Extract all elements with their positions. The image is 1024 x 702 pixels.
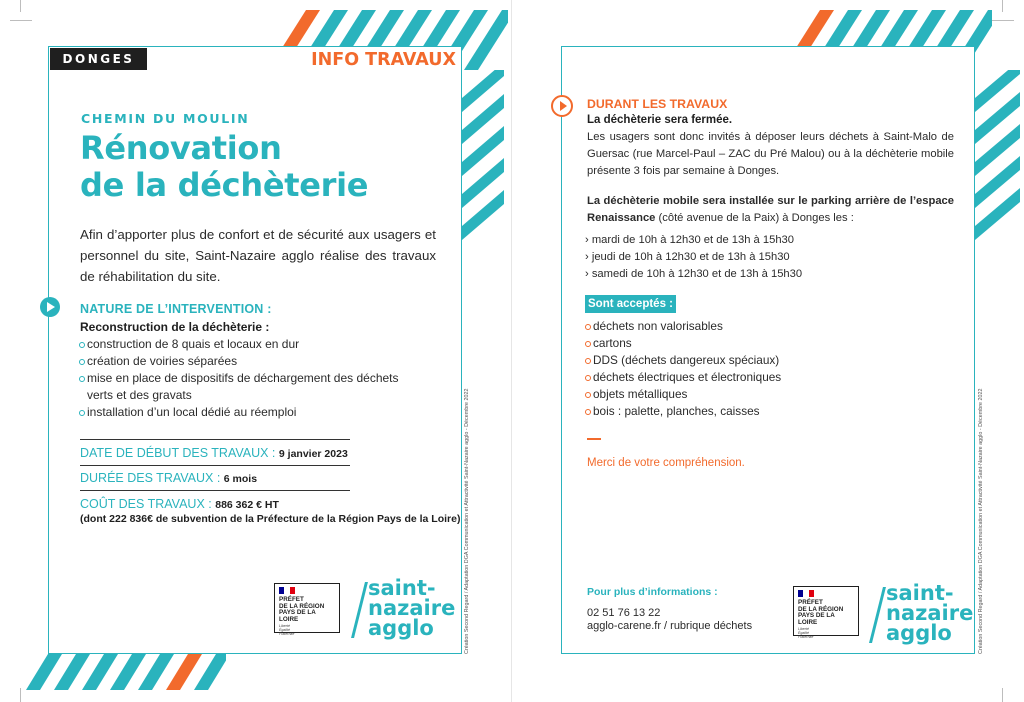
crop-mark [1002,0,1003,12]
list-item-text: DDS (déchets dangereux spéciaux) [593,353,780,367]
logo-words: saint- nazaire agglo [886,581,974,645]
prefet-logo [793,586,859,640]
list-item [585,318,885,335]
devise-text: Liberté Égalité Fraternité [798,627,814,640]
list-item-text: cartons [593,336,632,350]
schedule-item: › jeudi de 10h à 12h30 et de 13h à 15h30 [585,251,790,263]
city-tag: DONGES [50,48,147,70]
list-item-text: construction de 8 quais et locaux en dur [87,337,300,351]
street-subtitle: CHEMIN DU MOULIN [81,111,250,126]
bullet-icon [79,359,85,365]
schedule-list [585,232,802,283]
list-item-text: mise en place de dispositifs de déchargement des déchets verts et des gravats [87,371,399,402]
accepted-list [585,318,885,420]
crop-mark [10,20,32,21]
play-marker-icon [551,95,573,117]
schedule-item: › samedi de 10h à 12h30 et de 13h à 15h30 [585,268,803,280]
nature-heading: NATURE DE L’INTERVENTION : [80,302,272,316]
mobile-rest: (côté avenue de la Paix) à Donges les : [655,212,854,224]
list-item-text: déchets électriques et électroniques [593,370,782,384]
list-item [585,386,885,403]
bullet-icon [585,324,591,330]
list-item [79,353,409,370]
closed-notice: La déchèterie sera fermée. [587,114,733,126]
cost-label: COÛT DES TRAVAUX : [80,497,212,511]
bullet-icon [585,392,591,398]
prefet-text: PRÉFET DE LA RÉGION PAYS DE LA LOIRE [279,596,325,623]
list-item-text: objets métalliques [593,387,688,401]
thanks-text: Merci de votre compréhension. [587,457,745,469]
duration-value: 6 mois [223,473,258,485]
cost [80,497,279,511]
list-item [79,336,409,353]
list-item [585,335,885,352]
start-date-label: DATE DE DÉBUT DES TRAVAUX : [80,446,276,460]
during-works-heading: DURANT LES TRAVAUX [587,97,728,111]
bullet-icon [585,341,591,347]
intro-paragraph: Afin d’apporter plus de confort et de sécurité aux usagers et personnel du site, Saint-Nazaire agglo réalise des travaux de réhabilitation du site. [80,227,436,284]
stripes-side-decoration [462,70,504,260]
list-item [585,403,885,420]
schedule-item: › mardi de 10h à 12h30 et de 13h à 15h30 [585,234,794,246]
start-date [80,446,348,460]
crop-mark [1002,688,1003,702]
list-item [79,404,409,421]
mobile-bold: La déchèterie mobile sera installée sur le parking arrière de l’espace Renaissance [587,195,954,224]
duration-label: DURÉE DES TRAVAUX : [80,471,221,485]
list-item [79,370,409,404]
crop-mark [20,0,21,12]
saint-nazaire-agglo-logo [876,583,976,645]
list-item-text: déchets non valorisables [593,319,723,333]
list-item [585,352,885,369]
credit-text: Création Second Regard / Adaptation DGA Communication et Attractivité Saint-Nazaire agglo - Décembre 2022 [464,388,470,654]
crop-mark [992,20,1014,21]
crop-mark [20,688,21,702]
divider [587,438,601,440]
bullet-icon [585,375,591,381]
phone-number: 02 51 76 13 22 [587,607,661,619]
start-date-value: 9 janvier 2023 [278,448,348,460]
bullet-icon [79,342,85,348]
saint-nazaire-agglo-logo [358,578,458,640]
divider [80,465,350,466]
website-link[interactable]: agglo-carene.fr / rubrique déchets [587,620,753,632]
bullet-icon [79,376,85,382]
accepted-badge: Sont acceptés : [585,295,676,313]
devise-text: Liberté Égalité Fraternité [279,624,295,637]
stripes-bottom-decoration [26,654,226,690]
title-line: Rénovation [80,129,282,167]
redirect-paragraph: Les usagers sont donc invités à déposer leurs déchets à Saint-Malo de Guersac (rue Marcel-Paul – ZAC du Pré Malou) ou à la déchèterie mobile présente 3 fois par semaine à Donges. [587,131,954,177]
divider [80,490,350,491]
play-marker-icon [40,297,60,317]
list-item-text: bois : palette, planches, caisses [593,404,760,418]
divider [80,439,350,440]
page-title [80,130,368,204]
bullet-icon [79,410,85,416]
nature-subheading: Reconstruction de la déchèterie : [80,320,270,334]
more-info-heading: Pour plus d’informations : [587,586,718,598]
nature-list [79,336,409,421]
info-travaux-label: INFO TRAVAUX [298,50,458,70]
list-item [585,369,885,386]
cost-note: (dont 222 836€ de subvention de la Préfecture de la Région Pays de la Loire) [80,513,461,525]
flag-icon [279,587,295,594]
mobile-paragraph [587,193,954,227]
cost-value: 886 362 € HT [215,499,279,511]
bullet-icon [585,409,591,415]
title-line: de la déchèterie [80,166,369,204]
list-item-text: installation d’un local dédié au réemploi [87,405,297,419]
prefet-text: PRÉFET DE LA RÉGION PAYS DE LA LOIRE [798,599,844,626]
bullet-icon [585,358,591,364]
list-item-text: création de voiries séparées [87,354,238,368]
duration [80,471,257,485]
prefet-logo [274,583,340,637]
flag-icon [798,590,814,597]
credit-text: Création Second Regard / Adaptation DGA Communication et Attractivité Saint-Nazaire agglo - Décembre 2022 [978,388,984,654]
logo-words: saint- nazaire agglo [368,576,456,640]
stripes-side-decoration [975,70,1020,260]
